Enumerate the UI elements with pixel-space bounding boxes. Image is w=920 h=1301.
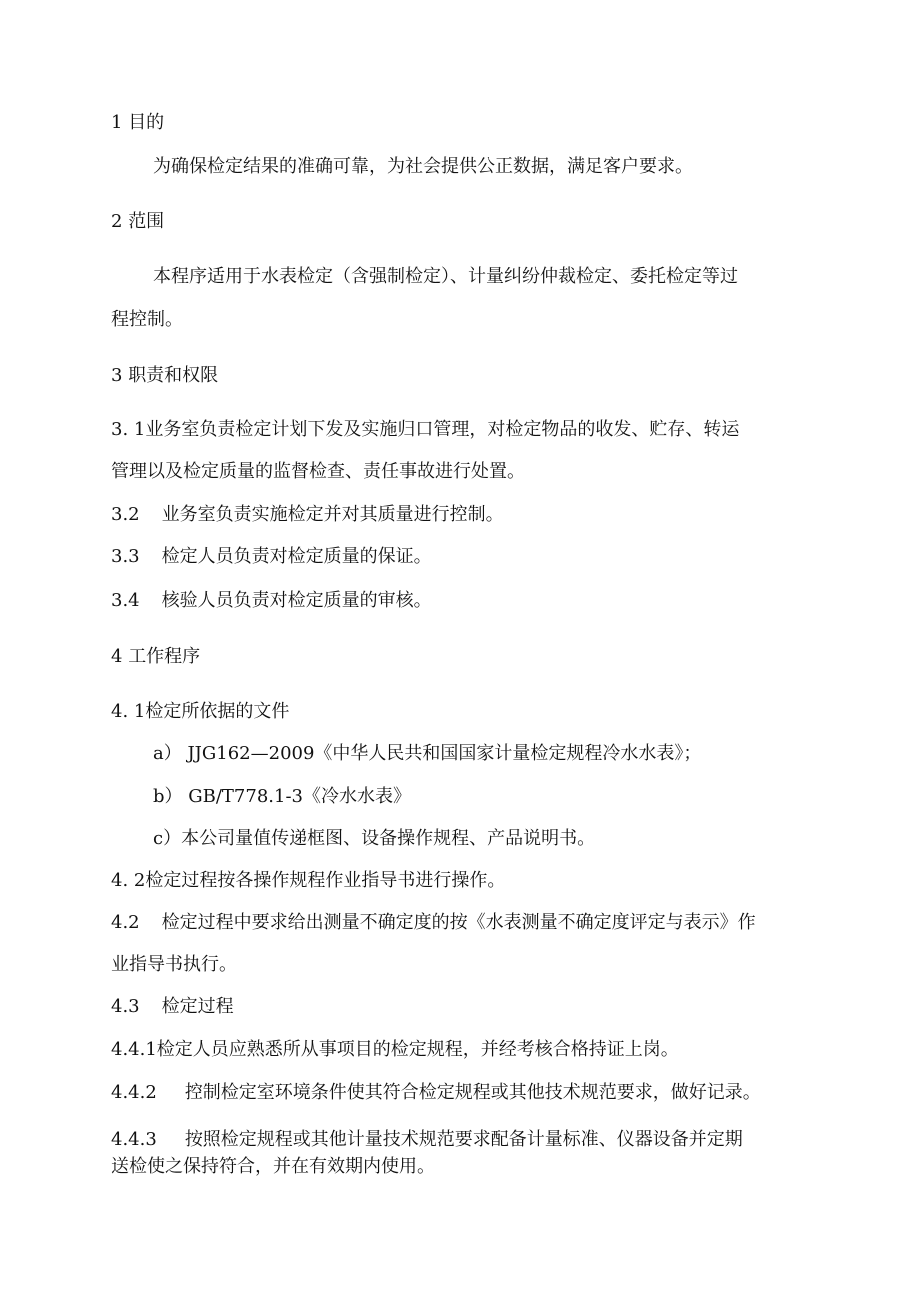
clause-text: 业务室负责实施检定并对其质量进行控制。	[161, 504, 504, 525]
clause-3-2	[111, 503, 504, 527]
clause-3-1-line-2: 管理以及检定质量的监督检查、责任事故进行处置。	[111, 461, 525, 482]
clause-number: 3.2	[111, 504, 140, 525]
list-item-b: b） GB/T778.1-3《冷水水表》	[153, 786, 411, 807]
section-number: 2	[111, 211, 123, 232]
clause-4-2b-line-2: 业指导书执行。	[111, 954, 237, 975]
clause-4-4-2	[111, 1081, 761, 1105]
clause-number: 4.4.2	[111, 1082, 157, 1103]
section-title: 工作程序	[128, 646, 201, 667]
clause-3-1-line-1: 3. 1业务室负责检定计划下发及实施归口管理，对检定物品的收发、贮存、转运	[111, 419, 740, 440]
paragraph-scope-line-2: 程控制。	[111, 309, 183, 330]
clause-4-1: 4. 1检定所依据的文件	[111, 701, 290, 722]
clause-text: 控制检定室环境条件使其符合检定规程或其他技术规范要求，做好记录。	[184, 1082, 761, 1103]
clause-text: 检定过程	[161, 996, 234, 1017]
section-2-heading	[111, 210, 164, 234]
clause-4-3	[111, 995, 234, 1019]
section-title: 职责和权限	[128, 365, 219, 386]
list-item-a: a） JJG162—2009《中华人民共和国国家计量检定规程冷水水表》；	[153, 743, 702, 764]
clause-text: 检定过程中要求给出测量不确定度的按《水表测量不确定度评定与表示》作	[161, 912, 756, 933]
clause-4-4-1: 4.4.1检定人员应熟悉所从事项目的检定规程，并经考核合格持证上岗。	[111, 1039, 679, 1060]
section-4-heading	[111, 645, 200, 669]
clause-number: 4.4.3	[111, 1129, 157, 1150]
clause-text: 按照检定规程或其他计量技术规范要求配备计量标准、仪器设备并定期	[184, 1129, 743, 1150]
clause-4-4-3-line-2: 送检使之保持符合，并在有效期内使用。	[111, 1156, 435, 1177]
section-3-heading	[111, 364, 218, 388]
clause-text: 核验人员负责对检定质量的审核。	[161, 590, 432, 611]
clause-number: 3.3	[111, 546, 140, 567]
section-number: 3	[111, 365, 123, 386]
clause-4-4-3-line-1	[111, 1128, 743, 1152]
clause-number: 3.4	[111, 590, 140, 611]
section-1-heading	[111, 111, 164, 135]
section-number: 1	[111, 112, 123, 133]
clause-3-3	[111, 545, 432, 569]
clause-text: 检定人员负责对检定质量的保证。	[161, 546, 432, 567]
clause-3-4	[111, 589, 432, 613]
clause-4-2: 4. 2检定过程按各操作规程作业指导书进行操作。	[111, 870, 506, 891]
section-title: 范围	[128, 211, 165, 232]
section-title: 目的	[128, 112, 165, 133]
list-item-c: c）本公司量值传递框图、设备操作规程、产品说明书。	[153, 828, 596, 849]
section-number: 4	[111, 646, 123, 667]
clause-4-2b-line-1	[111, 911, 756, 935]
clause-number: 4.2	[111, 912, 140, 933]
paragraph-scope-line-1: 本程序适用于水表检定（含强制检定）、计量纠纷仲裁检定、委托检定等过	[153, 266, 738, 287]
clause-number: 4.3	[111, 996, 140, 1017]
paragraph-purpose: 为确保检定结果的准确可靠，为社会提供公正数据，满足客户要求。	[153, 156, 693, 177]
